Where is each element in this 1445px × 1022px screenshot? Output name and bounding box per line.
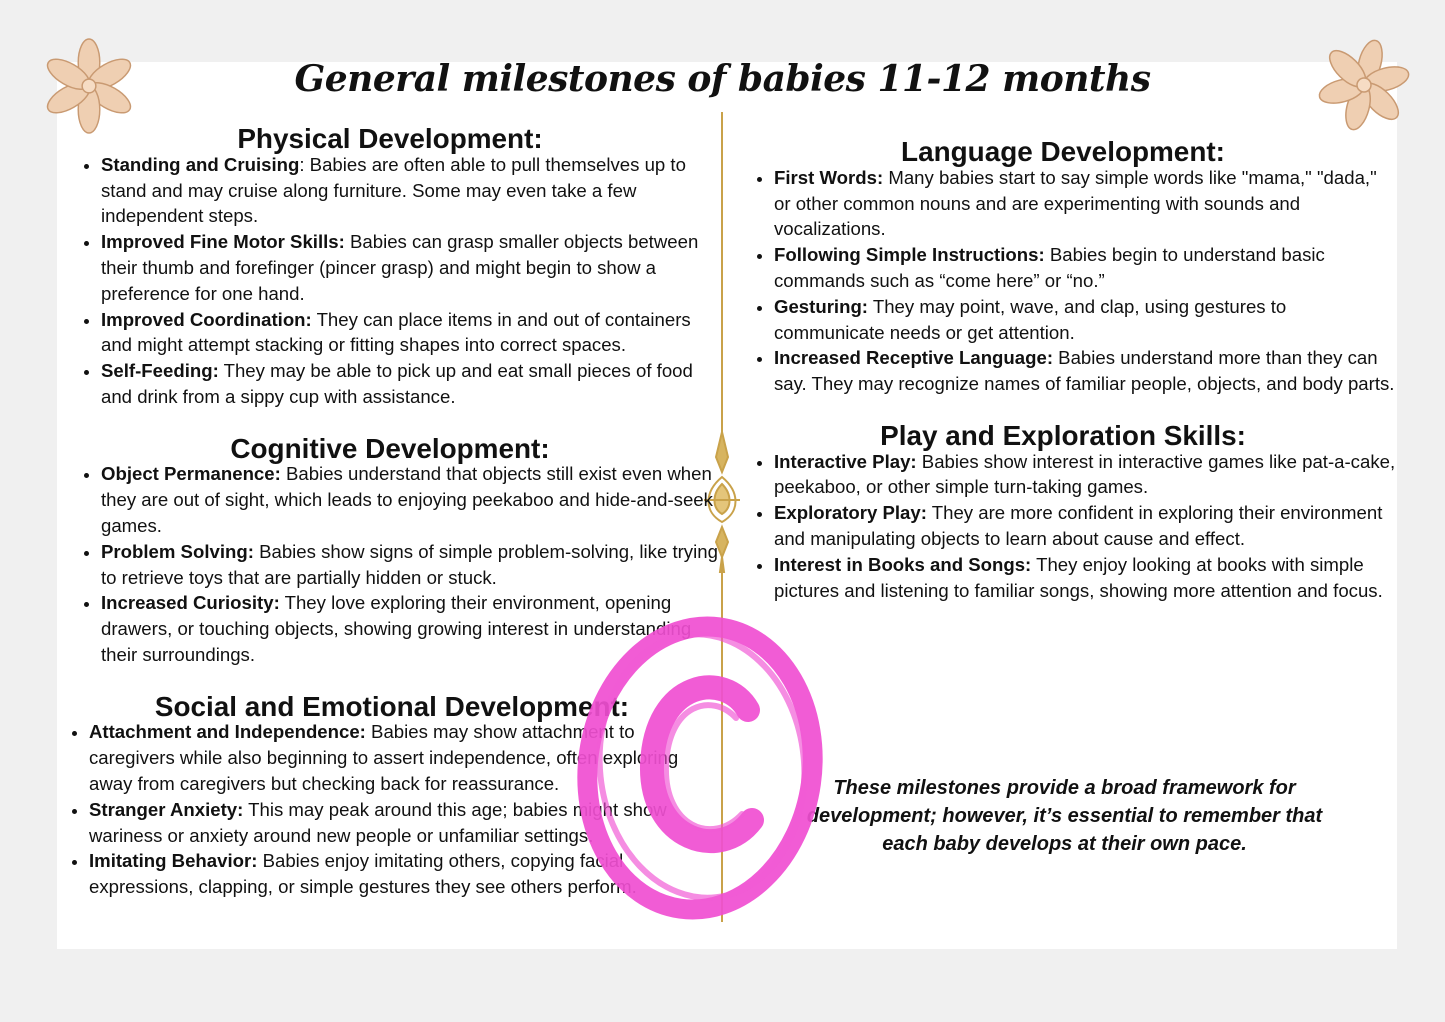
item-text: : Babies are often able to pull themselves up to stand and may cruise along furniture. Some may even take a few independent steps.	[101, 153, 686, 227]
item-title: First Words:	[774, 166, 884, 188]
item-title: Standing and Cruising	[101, 153, 300, 175]
item-text: Babies begin to understand basic commands such as “come here” or “no.”	[774, 244, 1325, 291]
item-title: Gesturing:	[774, 295, 869, 317]
list-item	[774, 165, 1398, 242]
item-title: Interactive Play:	[774, 450, 917, 472]
physical-list	[80, 152, 720, 410]
list-item	[774, 242, 1398, 294]
item-title: Imitating Behavior:	[89, 850, 258, 872]
item-text: Babies understand that objects still exist even when they are out of sight, which leads to enjoying peekaboo and hide-and-seek games.	[101, 463, 713, 536]
section-heading-physical: Physical Development:	[237, 123, 543, 154]
list-item	[774, 449, 1398, 501]
section-heading-cognitive: Cognitive Development:	[230, 432, 550, 464]
list-item	[89, 797, 720, 849]
item-title: Interest in Books and Songs:	[774, 553, 1032, 575]
item-title: Stranger Anxiety:	[89, 798, 244, 820]
page-title: General milestones of babies 11-12 months	[294, 58, 1151, 100]
cognitive-list	[80, 461, 720, 667]
section-heading-social: Social and Emotional Development:	[154, 690, 630, 722]
item-title: Improved Coordination:	[101, 308, 312, 330]
right-column	[753, 136, 1398, 603]
list-item	[89, 719, 720, 796]
item-text: Babies understand more than they can say. They may recognize names of familiar people, objects, and body parts.	[774, 347, 1395, 395]
list-item	[774, 345, 1398, 397]
list-item	[774, 294, 1398, 346]
list-item	[89, 848, 720, 900]
list-item	[101, 152, 720, 229]
list-item	[101, 307, 720, 359]
item-text: Babies show interest in interactive games like pat-a-cake, peekaboo, or other simple turn-taking games.	[774, 450, 1396, 498]
item-title: Increased Receptive Language:	[774, 347, 1054, 369]
item-title: Improved Fine Motor Skills:	[101, 231, 345, 253]
item-text: They may be able to pick up and eat small pieces of food and drink from a sippy cup with assistance.	[101, 360, 693, 407]
item-title: Following Simple Instructions:	[774, 244, 1045, 266]
list-item	[101, 461, 720, 538]
item-text: Babies may show attachment to caregivers while also beginning to assert independence, often exploring away from caregivers but checking back for reassurance.	[89, 721, 679, 794]
item-text: They love exploring their environment, opening drawers, or touching objects, showing growing interest in understanding their surroundings.	[101, 592, 692, 665]
item-title: Attachment and Independence:	[89, 721, 366, 743]
section-heading-language: Language Development:	[901, 136, 1225, 167]
list-item	[101, 590, 720, 667]
play-list	[753, 449, 1398, 604]
list-item	[101, 358, 720, 410]
language-list	[753, 165, 1398, 397]
item-text: Babies can grasp smaller objects between their thumb and forefinger (pincer grasp) and might begin to show a preference for one hand.	[101, 231, 699, 304]
item-title: Self-Feeding:	[101, 360, 219, 382]
section-heading-play: Play and Exploration Skills:	[880, 419, 1246, 451]
item-text: This may peak around this age; babies might show wariness or anxiety around new people or unfamiliar settings.	[89, 798, 667, 846]
list-item	[101, 229, 720, 306]
item-title: Object Permanence:	[101, 463, 281, 485]
item-title: Problem Solving:	[101, 540, 254, 562]
closing-note: These milestones provide a broad framework for development; however, it’s essential to remember that each baby develops at their own pace.	[806, 777, 1323, 855]
item-title: Increased Curiosity:	[101, 592, 280, 614]
item-text: They enjoy looking at books with simple pictures and listening to familiar songs, showing more attention and focus.	[774, 553, 1383, 601]
social-section	[80, 690, 720, 900]
social-list	[80, 719, 720, 900]
item-text: Many babies start to say simple words like "mama," "dada," or other common nouns and are experimenting with sounds and vocalizations.	[774, 166, 1377, 240]
list-item	[101, 539, 720, 591]
item-text: Babies show signs of simple problem-solving, like trying to retrieve toys that are partially hidden or stuck.	[101, 540, 718, 588]
item-text: Babies enjoy imitating others, copying facial expressions, clapping, or simple gestures they see others perform.	[89, 850, 637, 898]
list-item	[774, 552, 1398, 604]
list-item	[774, 500, 1398, 552]
item-title: Exploratory Play:	[774, 502, 927, 524]
item-text: They can place items in and out of containers and might attempt stacking or fitting shapes into correct spaces.	[101, 308, 691, 356]
item-text: They are more confident in exploring their environment and manipulating objects to learn about cause and effect.	[774, 502, 1383, 549]
left-column	[80, 123, 720, 900]
item-text: They may point, wave, and clap, using gestures to communicate needs or get attention.	[774, 295, 1287, 343]
